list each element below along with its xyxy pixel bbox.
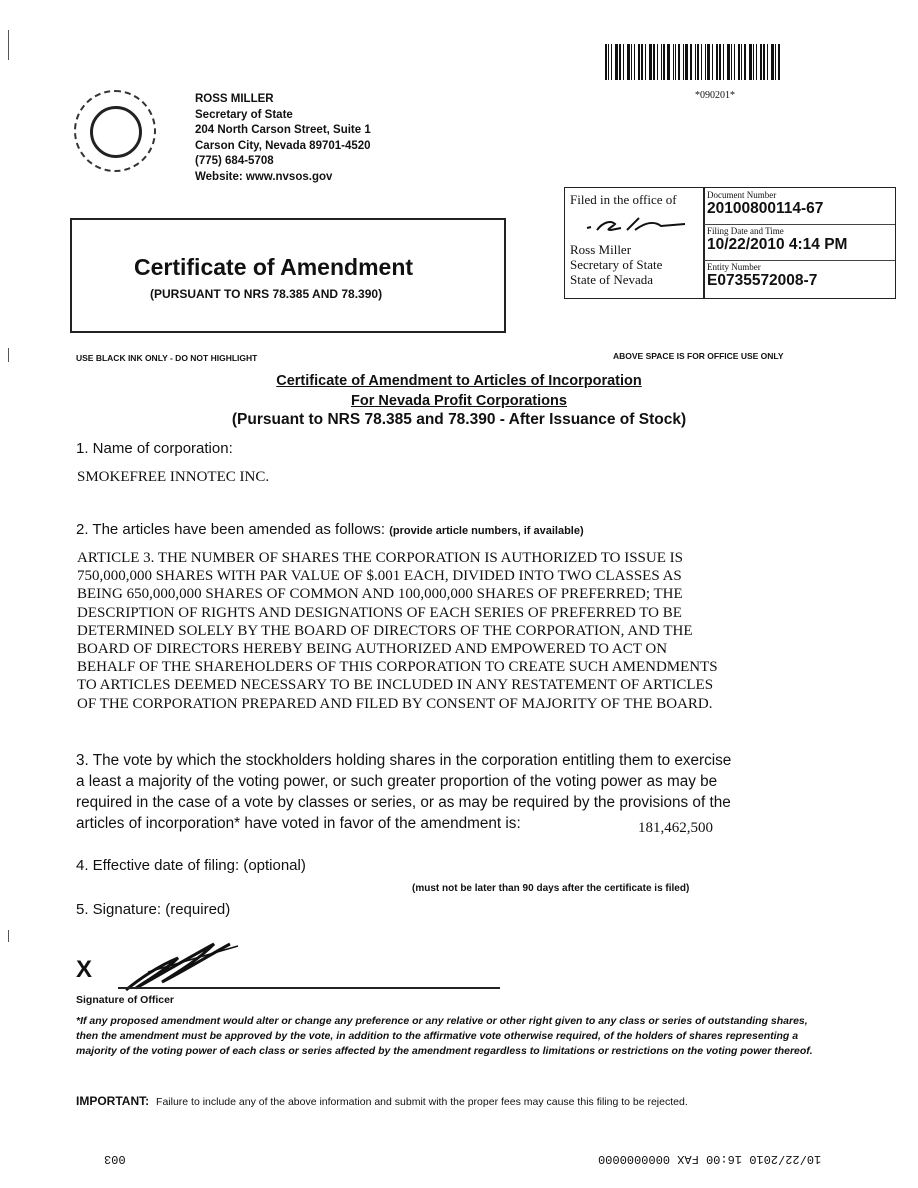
filing-officer-title: Secretary of State bbox=[570, 257, 663, 272]
filing-box-divider bbox=[703, 188, 705, 298]
barcode-bar bbox=[638, 44, 640, 80]
barcode-bar bbox=[756, 44, 757, 80]
barcode-bar bbox=[683, 44, 684, 80]
article-line: BEING 650,000,000 SHARES OF COMMON AND 100,000,000 SHARES OF PREFERRED; THE bbox=[77, 586, 683, 603]
barcode-bar bbox=[712, 44, 713, 80]
section3-line: required in the case of a vote by classes or series, or as may be required by the provisions of the bbox=[76, 794, 731, 811]
document-number-field bbox=[707, 190, 893, 218]
barcode-bar bbox=[719, 44, 721, 80]
barcode-bar bbox=[767, 44, 768, 80]
barcode-bar bbox=[771, 44, 774, 80]
office-street: 204 North Carson Street, Suite 1 bbox=[195, 124, 371, 136]
filing-date-value: 10/22/2010 4:14 PM bbox=[707, 236, 848, 253]
filed-in-label: Filed in the office of bbox=[570, 192, 677, 207]
form-title: Certificate of Amendment to Articles of Incorporation bbox=[276, 373, 642, 389]
barcode-bar bbox=[763, 44, 765, 80]
barcode-bar bbox=[634, 44, 635, 80]
section2-hint: (provide article numbers, if available) bbox=[389, 525, 584, 537]
barcode-bar bbox=[701, 44, 702, 80]
vote-count-value: 181,462,500 bbox=[638, 820, 713, 836]
filing-stamp-box bbox=[564, 187, 896, 299]
barcode-bar bbox=[760, 44, 762, 80]
barcode-bar bbox=[731, 44, 732, 80]
corporation-name-value: SMOKEFREE INNOTEC INC. bbox=[77, 469, 270, 485]
document-number-value: 20100800114-67 bbox=[707, 200, 824, 217]
section3-text bbox=[76, 750, 846, 834]
filing-officer-name: Ross Miller bbox=[570, 242, 632, 257]
section2-label bbox=[76, 521, 584, 538]
barcode-bar bbox=[631, 44, 632, 80]
office-website: Website: www.nvsos.gov bbox=[195, 170, 333, 183]
barcode-bar bbox=[716, 44, 718, 80]
section1-label: 1. Name of corporation: bbox=[76, 440, 233, 457]
section3-line: 3. The vote by which the stockholders holding shares in the corporation entitling them to exercise bbox=[76, 752, 732, 769]
barcode-bar bbox=[778, 44, 780, 80]
important-text: Failure to include any of the above information and submit with the proper fees may cause this filing to be rejected. bbox=[156, 1096, 688, 1108]
certificate-title: Certificate of Amendment bbox=[134, 254, 414, 280]
office-use-notice: ABOVE SPACE IS FOR OFFICE USE ONLY bbox=[613, 351, 784, 361]
seal-center bbox=[90, 106, 142, 158]
barcode-bar bbox=[649, 44, 652, 80]
section2-label-text: 2. The articles have been amended as follows: bbox=[76, 521, 386, 538]
barcode-bar bbox=[734, 44, 735, 80]
article-line: BEHALF OF THE SHAREHOLDERS OF THIS CORPORATION TO CREATE SUCH AMENDMENTS bbox=[77, 659, 718, 676]
signature-x-mark: X bbox=[76, 956, 93, 983]
barcode-bar bbox=[605, 44, 607, 80]
barcode-bar bbox=[749, 44, 752, 80]
filing-state: State of Nevada bbox=[570, 272, 654, 287]
barcode-bar bbox=[623, 44, 624, 80]
barcode-bar bbox=[690, 44, 692, 80]
signature-caption: Signature of Officer bbox=[76, 994, 175, 1006]
amendment-footnote: *If any proposed amendment would alter or change any preference or any relative or other right given to any class or series of outstanding shares, then the amendment must be approved by the vote, in addition to the affirmative vote otherwise required, of the holders of shares representing a majority of the voting power of each class or series affected by the amendment regardless to limitations or restrictions on the voting power thereof. bbox=[76, 1015, 813, 1057]
form-title-line2: For Nevada Profit Corporations bbox=[351, 393, 567, 409]
filing-box-divider bbox=[704, 224, 895, 225]
fax-page-number: 003 bbox=[104, 1152, 126, 1166]
article-line: TO ARTICLES DEEMED NECESSARY TO BE INCLUDED IN ANY RESTATEMENT OF ARTICLES bbox=[77, 677, 714, 694]
barcode-bar bbox=[775, 44, 776, 80]
important-label: IMPORTANT: bbox=[76, 1094, 150, 1108]
barcode-bar bbox=[741, 44, 742, 80]
barcode-bar bbox=[608, 44, 609, 80]
certificate-subtitle: (PURSUANT TO NRS 78.385 AND 78.390) bbox=[150, 287, 383, 301]
scan-edge-mark bbox=[8, 348, 9, 362]
office-city: Carson City, Nevada 89701-4520 bbox=[195, 139, 371, 152]
barcode-bar bbox=[685, 44, 688, 80]
certificate-title-box bbox=[70, 218, 506, 333]
article-line: DESCRIPTION OF RIGHTS AND DESIGNATIONS OF EACH SERIES OF PREFERRED TO BE bbox=[77, 604, 682, 621]
office-name: ROSS MILLER bbox=[195, 93, 274, 105]
section3-line: a least a majority of the voting power, or such greater proportion of the voting power as may be bbox=[76, 773, 718, 790]
barcode-bar bbox=[695, 44, 696, 80]
barcode-bar bbox=[627, 44, 630, 80]
barcode-bar bbox=[661, 44, 662, 80]
section4-label: 4. Effective date of filing: (optional) bbox=[76, 857, 306, 874]
state-seal-icon bbox=[74, 90, 156, 172]
office-title: Secretary of State bbox=[195, 108, 293, 121]
ink-notice: USE BLACK INK ONLY - DO NOT HIGHLIGHT bbox=[76, 353, 258, 363]
barcode-bar bbox=[663, 44, 665, 80]
barcode-bar bbox=[657, 44, 658, 80]
section3-line: articles of incorporation* have voted in favor of the amendment is: bbox=[76, 815, 521, 832]
important-notice bbox=[76, 1094, 688, 1108]
barcode-bar bbox=[705, 44, 706, 80]
filing-box-divider bbox=[704, 260, 895, 261]
barcode-bar bbox=[678, 44, 680, 80]
article-line: BOARD OF DIRECTORS HEREBY BEING AUTHORIZED AND EMPOWERED TO ACT ON bbox=[77, 641, 668, 658]
secretary-signature-icon bbox=[581, 214, 691, 236]
filing-officer bbox=[570, 242, 662, 287]
barcode-bar bbox=[723, 44, 724, 80]
barcode-bar bbox=[653, 44, 655, 80]
signature-line bbox=[118, 987, 500, 989]
barcode-bar bbox=[744, 44, 746, 80]
barcode-bar bbox=[673, 44, 674, 80]
barcode-bar bbox=[697, 44, 699, 80]
barcode-bar bbox=[641, 44, 643, 80]
section4-note: (must not be later than 90 days after the certificate is filed) bbox=[412, 883, 690, 894]
office-phone: (775) 684-5708 bbox=[195, 155, 274, 167]
scan-edge-mark bbox=[8, 930, 9, 942]
barcode-bar bbox=[667, 44, 670, 80]
barcode-bar bbox=[611, 44, 612, 80]
barcode-bar bbox=[738, 44, 740, 80]
filing-office-info bbox=[569, 190, 703, 296]
document-number-label: Document Number bbox=[707, 190, 777, 200]
entity-number-field bbox=[707, 262, 893, 290]
form-title-line3: (Pursuant to NRS 78.385 and 78.390 - After Issuance of Stock) bbox=[231, 411, 687, 428]
barcode-bar bbox=[707, 44, 710, 80]
article-line: DETERMINED SOLELY BY THE BOARD OF DIRECTORS OF THE CORPORATION, AND THE bbox=[77, 622, 693, 639]
barcode bbox=[605, 44, 825, 80]
entity-number-value: E0735572008-7 bbox=[707, 272, 818, 289]
article-line: ARTICLE 3. THE NUMBER OF SHARES THE CORPORATION IS AUTHORIZED TO ISSUE IS bbox=[77, 550, 683, 566]
article-line: 750,000,000 SHARES WITH PAR VALUE OF $.001 EACH, DIVIDED INTO TWO CLASSES AS bbox=[77, 568, 682, 585]
barcode-number: *090201* bbox=[695, 90, 735, 101]
scan-edge-mark bbox=[8, 30, 9, 60]
article-amendment-text bbox=[77, 549, 837, 713]
fax-header-stamp: 10/22/2010 16:00 FAX 0000000000 bbox=[598, 1152, 822, 1166]
entity-number-label: Entity Number bbox=[707, 262, 761, 272]
barcode-bar bbox=[753, 44, 754, 80]
filing-date-label: Filing Date and Time bbox=[707, 226, 784, 236]
office-address-block bbox=[195, 92, 371, 185]
barcode-bar bbox=[619, 44, 621, 80]
article-line: OF THE CORPORATION PREPARED AND FILED BY CONSENT OF MAJORITY OF THE BOARD. bbox=[77, 695, 713, 712]
barcode-bar bbox=[675, 44, 676, 80]
filing-date-field bbox=[707, 226, 893, 254]
barcode-bar bbox=[615, 44, 618, 80]
barcode-bar bbox=[645, 44, 646, 80]
barcode-bar bbox=[727, 44, 730, 80]
section5-label: 5. Signature: (required) bbox=[76, 901, 231, 918]
